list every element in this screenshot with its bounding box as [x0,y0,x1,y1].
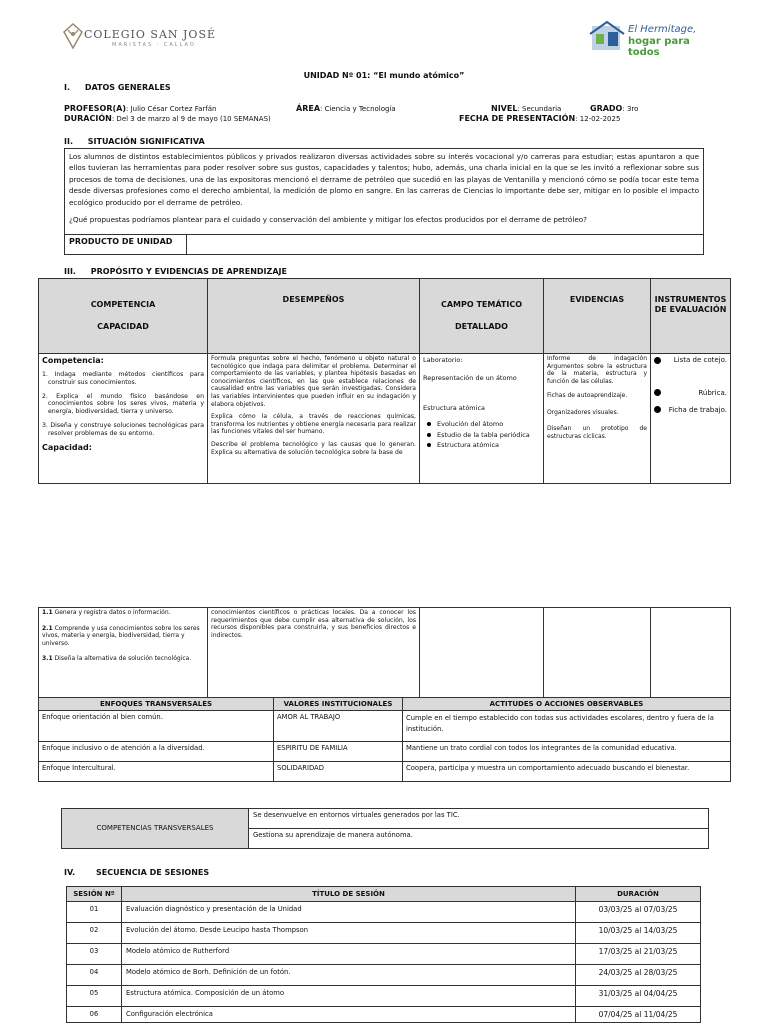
instrumento-3 [654,406,727,415]
list-item [427,420,540,428]
capacidad-1-num: 1.1 [42,609,53,616]
desempenos-cell [208,354,420,484]
table-row [67,986,701,1007]
grado-label: GRADO [590,104,623,113]
competencia-item-1: 1. Indaga mediante métodos científicos para construir sus conocimientos. [42,371,204,386]
sesion-duracion: 17/03/25 al 21/03/25 [576,944,701,965]
producto-label: PRODUCTO DE UNIDAD [65,235,187,255]
school-subtitle: MARISTAS · CALLAO [112,42,196,48]
capacidad-1-text: Genera y registra datos o información. [54,609,171,616]
sesion-titulo: Modelo atómico de Rutherford [122,944,576,965]
section-secuencia-heading [64,868,209,878]
profesor-value: : Julio César Cortez Farfán [125,105,217,113]
instrumentos-cont-cell [651,608,731,698]
valor-cell: ESPIRITU DE FAMILIA [274,742,403,762]
table-row [39,762,731,782]
sesion-titulo: Configuración electrónica [122,1007,576,1023]
area-label: ÁREA [296,104,321,113]
sesion-titulo: Estructura atómica. Composición de un átomo [122,986,576,1007]
col-competencia [39,279,208,354]
proposito-table-continued [38,607,731,698]
enfoque-cell: Enfoque inclusivo o de atención a la diversidad. [39,742,274,762]
evidencia-3: Organizadores visuales. [547,408,619,416]
profesor-label: PROFESOR(A) [64,104,126,113]
duracion-field [64,114,271,124]
nivel-field [491,104,561,114]
section-number: II. [64,137,73,146]
campo-representacion: Representación de un átomo [423,374,517,383]
instrumento-2 [654,389,727,398]
sesion-duracion: 24/03/25 al 28/03/25 [576,965,701,986]
area-value: : Ciencia y Tecnología [320,105,396,113]
section-title: DATOS GENERALES [84,83,171,92]
col-campo [420,279,544,354]
capacidad-2-num: 2.1 [42,624,53,632]
transversales-table [61,808,709,849]
bullet-icon [654,357,661,364]
col-competencia-line2: CAPACIDAD [97,322,149,331]
col-campo-line2: DETALLADO [455,322,508,331]
campo-cell [420,354,544,484]
bullet-icon [654,389,661,396]
campo-cont-cell [420,608,544,698]
duracion-value: : Del 3 de marzo al 9 de mayo (10 SEMANAS) [111,115,271,123]
competencia-label: Competencia: [42,356,104,365]
desempeno-3: Describe el problema tecnológico y las causas que lo generan. Explica su alternativa de solución tecnológica sobre la base de [211,441,416,456]
section-situacion-heading [64,137,205,147]
grado-field [590,104,638,114]
col-titulo: TÍTULO DE SESIÓN [122,887,576,902]
transversales-label: COMPETENCIAS TRANSVERSALES [62,809,249,849]
sesion-titulo: Modelo atómico de Borh. Definición de un fotón. [122,965,576,986]
sesion-num: 04 [67,965,122,986]
competencia-item-2: 2. Explica el mundo físico basándose en conocimientos sobre los seres vivos, materia y energía, biodiversidad, tierra y universo. [42,392,204,415]
area-field [296,104,396,114]
section-number: III. [64,267,76,276]
capacidad-1 [42,609,204,617]
desempeno-2: Explica cómo la célula, a través de reacciones químicas, transforma los nutrientes y obtiene energía necesaria para realizar las funciones vitales del ser humano. [211,413,416,436]
transversal-item-1: Se desenvuelve en entornos virtuales generados por las TIC. [249,809,709,829]
valor-cell: AMOR AL TRABAJO [274,711,403,742]
sesion-duracion: 03/03/25 al 07/03/25 [576,902,701,923]
nivel-label: NIVEL [491,104,518,113]
sesion-duracion: 10/03/25 al 14/03/25 [576,923,701,944]
fecha-value: : 12-02-2025 [575,115,621,123]
campo-estructura: Estructura atómica [423,404,486,413]
sesion-titulo: Evolución del átomo. Desde Leucipo hasta Thompson [122,923,576,944]
enfoque-cell: Enfoque orientación al bien común. [39,711,274,742]
col-instrumentos: INSTRUMENTOS DE EVALUACIÓN [651,279,731,354]
competencia-cell [39,354,208,484]
page-title: UNIDAD Nº 01: “El mundo atómico” [303,71,465,80]
sesion-num: 06 [67,1007,122,1023]
producto-value [187,235,704,255]
school-name: COLEGIO SAN JOSÉ [84,28,217,41]
table-row [67,944,701,965]
desempeno-cont-cell [208,608,420,698]
profesor-field [64,104,216,114]
hermitage-logo [588,20,718,56]
sesion-num: 02 [67,923,122,944]
house-icon [588,20,626,54]
sesion-num: 03 [67,944,122,965]
sesion-num: 01 [67,902,122,923]
list-item [427,431,540,439]
nivel-value: : Secundaria [517,105,562,113]
hermitage-line2: hogar para todos [628,36,690,58]
secuencia-table [66,886,701,1023]
hermitage-line1: El Hermitage, [628,24,697,35]
desempeno-1: Formula preguntas sobre el hecho, fenómeno u objeto natural o tecnológico que indaga para delimitar el problema. Determinar el comportamiento de las variables, y plantea hipótesis basadas en conocimientos científicos, en las que establece relaciones de causalidad entre las variables que serán investigadas. Considera las variables intervinientes que pueden influir en su indagación y elabora objetivos. [211,355,416,408]
evidencia-4: Diseñan un prototipo de estructuras cíclicas. [547,425,647,440]
enfoques-table [38,697,731,782]
campo-list [423,420,540,448]
evidencias-cont-cell [544,608,651,698]
col-enfoques: ENFOQUES TRANSVERSALES [39,698,274,711]
actitud-cell: Mantiene un trato cordial con todos los integrantes de la comunidad educativa. [403,742,731,762]
table-row [67,965,701,986]
situacion-question: ¿Qué propuestas podríamos plantear para el cuidado y conservación del ambiente y mitigar los efectos producidos por el derrame de petróleo? [69,214,587,224]
situacion-paragraph: Los alumnos de distintos establecimientos públicos y privados realizaron diversas actividades sobre su interés vocacional y/o carreras para estudiar; estas apuntaron a que ellos tuvieran las herramientas para poder resolver sobre sus gustos, capacidades y talentos; hubo, además, una charla inicial en la que se les invitó a reflexionar sobre sus procesos de toma de decisiones. una de las expositoras mencionó el derrame de petróleo que sucedió en las playas de Ventanilla y mencionó cómo se podía tocar este tema desde diversas profesiones como el derecho ambiental, la medición de plomo en sangre. En las carreras de Ciencias lo importante debe ser, mitigar en lo posible el impacto ecológico producido por el derrame de petróleo. [69,152,699,207]
evidencia-2: Fichas de autoaprendizaje. [547,392,628,399]
bullet-icon [654,406,661,413]
list-item [427,441,540,449]
section-title: PROPÓSITO Y EVIDENCIAS DE APRENDIZAJE [90,267,287,276]
grado-value: : 3ro [622,105,639,113]
table-row [39,742,731,762]
col-campo-line1: CAMPO TEMÁTICO [440,299,523,309]
table-row [67,902,701,923]
table-row [67,923,701,944]
campo-laboratorio: Laboratorio: [423,356,463,364]
proposito-table [38,278,731,484]
capacidad-3-text: Diseña la alternativa de solución tecnológica. [54,655,192,662]
capacidad-label: Capacidad: [42,443,92,453]
evidencia-1: Informe de indagación Argumentos sobre la estructura de la materia, estructura y función de las células. [547,355,647,385]
instrumento-1 [654,356,727,365]
col-valores: VALORES INSTITUCIONALES [274,698,403,711]
capacidades-cell [39,608,208,698]
crest-icon [60,22,86,50]
instrumento-3-label: Ficha de trabajo. [668,405,727,414]
situacion-cell [65,149,704,235]
transversal-item-2: Gestiona su aprendizaje de manera autónoma. [249,829,709,849]
evidencias-cell [544,354,651,484]
section-proposito-heading [64,267,287,277]
instrumento-1-label: Lista de cotejo. [673,356,727,364]
section-title: SECUENCIA DE SESIONES [95,868,210,877]
table-row [39,711,731,742]
section-number: IV. [64,868,76,877]
section-title: SITUACIÓN SIGNIFICATIVA [87,137,205,146]
sesion-titulo: Evaluación diagnóstico y presentación de la Unidad [122,902,576,923]
col-evidencias: EVIDENCIAS [544,279,651,354]
sesion-duracion: 07/04/25 al 11/04/25 [576,1007,701,1023]
valor-cell: SOLIDARIDAD [274,762,403,782]
sesion-num: 05 [67,986,122,1007]
capacidad-3 [42,655,204,663]
colegio-logo [60,22,220,52]
actitud-cell: Cumple en el tiempo establecido con todas sus actividades escolares, dentro y fuera de la institución. [403,711,731,742]
desempeno-cont: conocimientos científicos o prácticas locales. Da a conocer los requerimientos que debe cumplir esa alternativa de solución, los recursos disponibles para construirla, y sus beneficios directos e indirectos. [211,609,416,639]
duracion-label: DURACIÓN [64,114,112,123]
col-duracion: DURACIÓN [576,887,701,902]
enfoque-cell: Enfoque Intercultural. [39,762,274,782]
section-number: I. [64,83,71,92]
situacion-table [64,148,704,255]
campo-item-1: Evolución del átomo [437,420,504,429]
capacidad-3-num: 3.1 [42,655,53,662]
campo-item-2: Estudio de la tabla periódica [437,430,530,439]
campo-item-3: Estructura atómica [437,440,500,449]
instrumentos-cell [651,354,731,484]
sesion-duracion: 31/03/25 al 04/04/25 [576,986,701,1007]
section-datos-heading [64,83,171,93]
col-actitudes: ACTITUDES O ACCIONES OBSERVABLES [403,698,731,711]
capacidad-2 [42,625,204,648]
fecha-field [459,114,620,124]
col-sesion: SESIÓN Nº [67,887,122,902]
col-competencia-line1: COMPETENCIA [90,299,156,309]
table-row [67,1007,701,1023]
col-desempenos: DESEMPEÑOS [208,279,420,354]
capacidad-2-text: Comprende y usa conocimientos sobre los seres vivos, materia y energía, biodiversidad, tierra y universo. [42,624,200,647]
actitud-cell: Coopera, participa y muestra un comportamiento adecuado buscando el bienestar. [403,762,731,782]
instrumento-2-label: Rúbrica. [698,388,727,397]
fecha-label: FECHA DE PRESENTACIÓN [459,114,576,123]
competencia-item-3: 3. Diseña y construye soluciones tecnológicas para resolver problemas de su entorno. [42,421,204,437]
